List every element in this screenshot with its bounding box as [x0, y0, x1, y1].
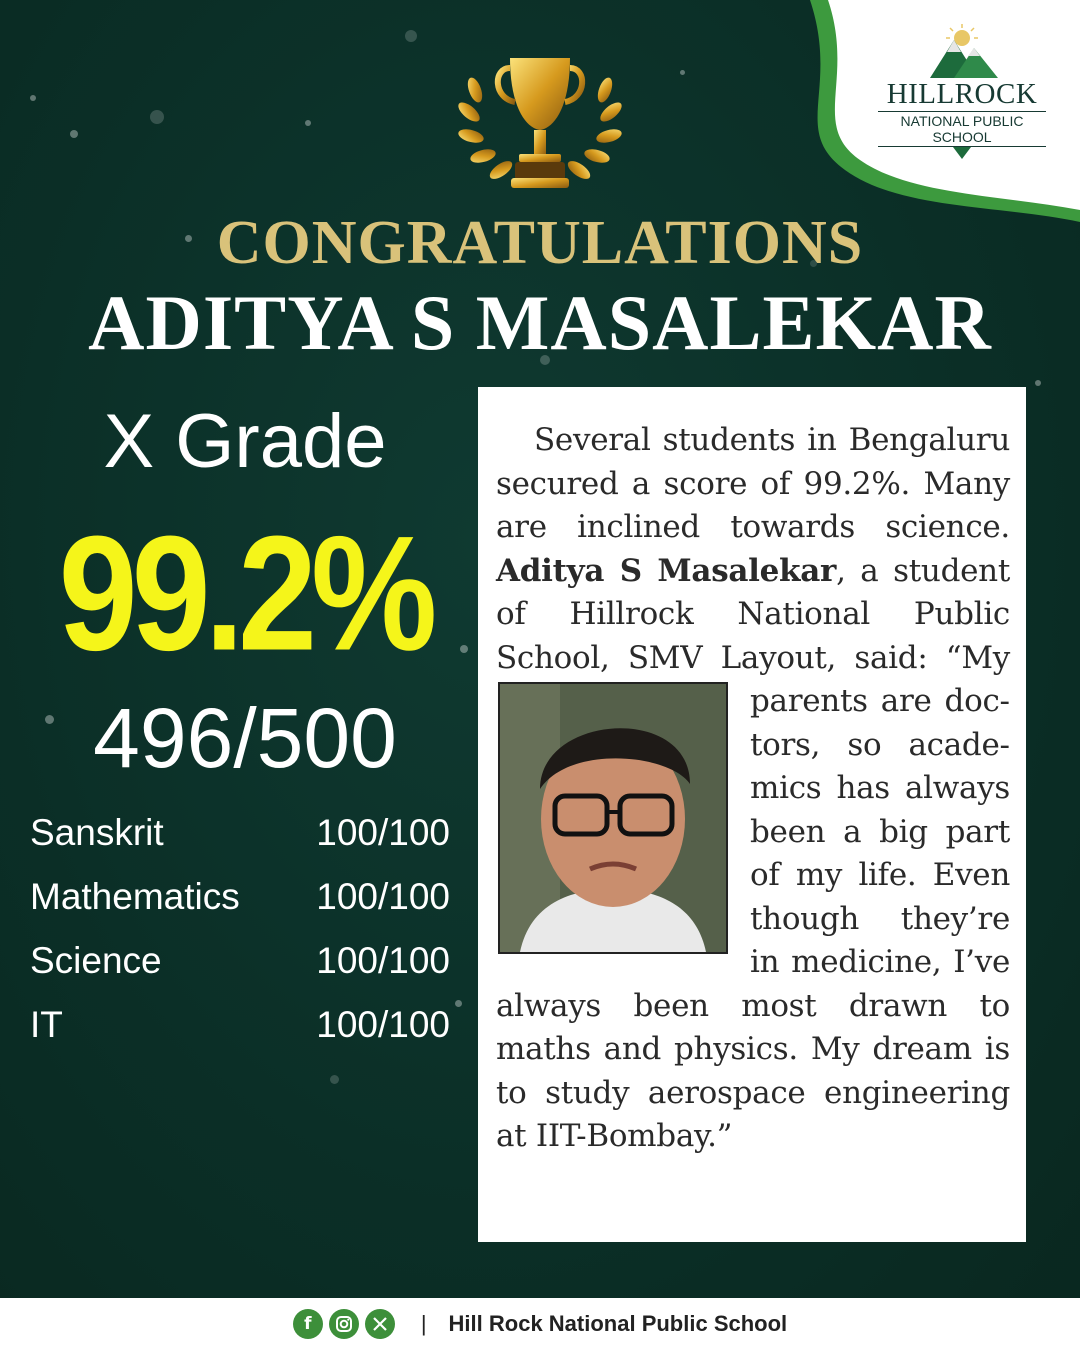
subject-name: IT	[30, 1004, 63, 1045]
congratulations-heading: CONGRATULATIONS	[216, 209, 864, 277]
total-marks: 496/500	[93, 691, 397, 785]
subject-row	[30, 812, 450, 876]
student-name: ADITYA S MASALEKAR	[88, 279, 992, 366]
logo-name: HILLROCK	[886, 78, 1038, 110]
instagram-icon[interactable]	[329, 1309, 359, 1339]
facebook-icon[interactable]: f	[293, 1309, 323, 1339]
subject-name: Mathematics	[30, 876, 240, 917]
subject-score: 100/100	[316, 876, 450, 917]
newspaper-clipping	[478, 387, 1026, 1242]
logo-tip	[953, 147, 971, 159]
subject-name: Science	[30, 940, 162, 981]
subject-row	[30, 876, 450, 940]
subject-name: Sanskrit	[30, 812, 164, 853]
trophy-icon	[455, 50, 625, 200]
clipping-quote: , a student of Hillrock National Public School, SMV Layout, said: “My pa	[496, 552, 1010, 719]
subject-score: 100/100	[316, 812, 450, 853]
logo-subtitle: NATIONAL PUBLIC SCHOOL	[878, 111, 1046, 147]
clipping-quote-cont: rents are doctors, so academics has always been a big part of my life. Even though they’re in medicine, I’ve always been most drawn to maths and physics. My dream is to study aerospace engineering at IIT-Bombay.”	[496, 683, 1010, 1154]
footer-school-name: Hill Rock National Public School	[448, 1311, 788, 1336]
mountain-icon	[902, 22, 1022, 80]
percentage-score: 99.2%	[58, 502, 432, 686]
subject-score: 100/100	[316, 1004, 450, 1045]
x-icon[interactable]	[365, 1309, 395, 1339]
subject-score: 100/100	[316, 940, 450, 981]
student-photo	[498, 682, 728, 954]
subject-row	[30, 1004, 450, 1068]
grade-label: X Grade	[103, 399, 387, 484]
clipping-intro: Several students in Bengaluru secured a score of 99.2%. Many are inclined towards science.	[496, 422, 1010, 545]
clipping-student-name: Aditya S Masalekar	[496, 552, 837, 589]
footer-bar	[0, 1298, 1080, 1350]
subject-scores	[30, 812, 450, 1068]
clipping-paragraph	[496, 419, 1010, 1159]
footer-separator: |	[420, 1311, 427, 1336]
school-logo	[872, 22, 1052, 162]
subject-row	[30, 940, 450, 1004]
